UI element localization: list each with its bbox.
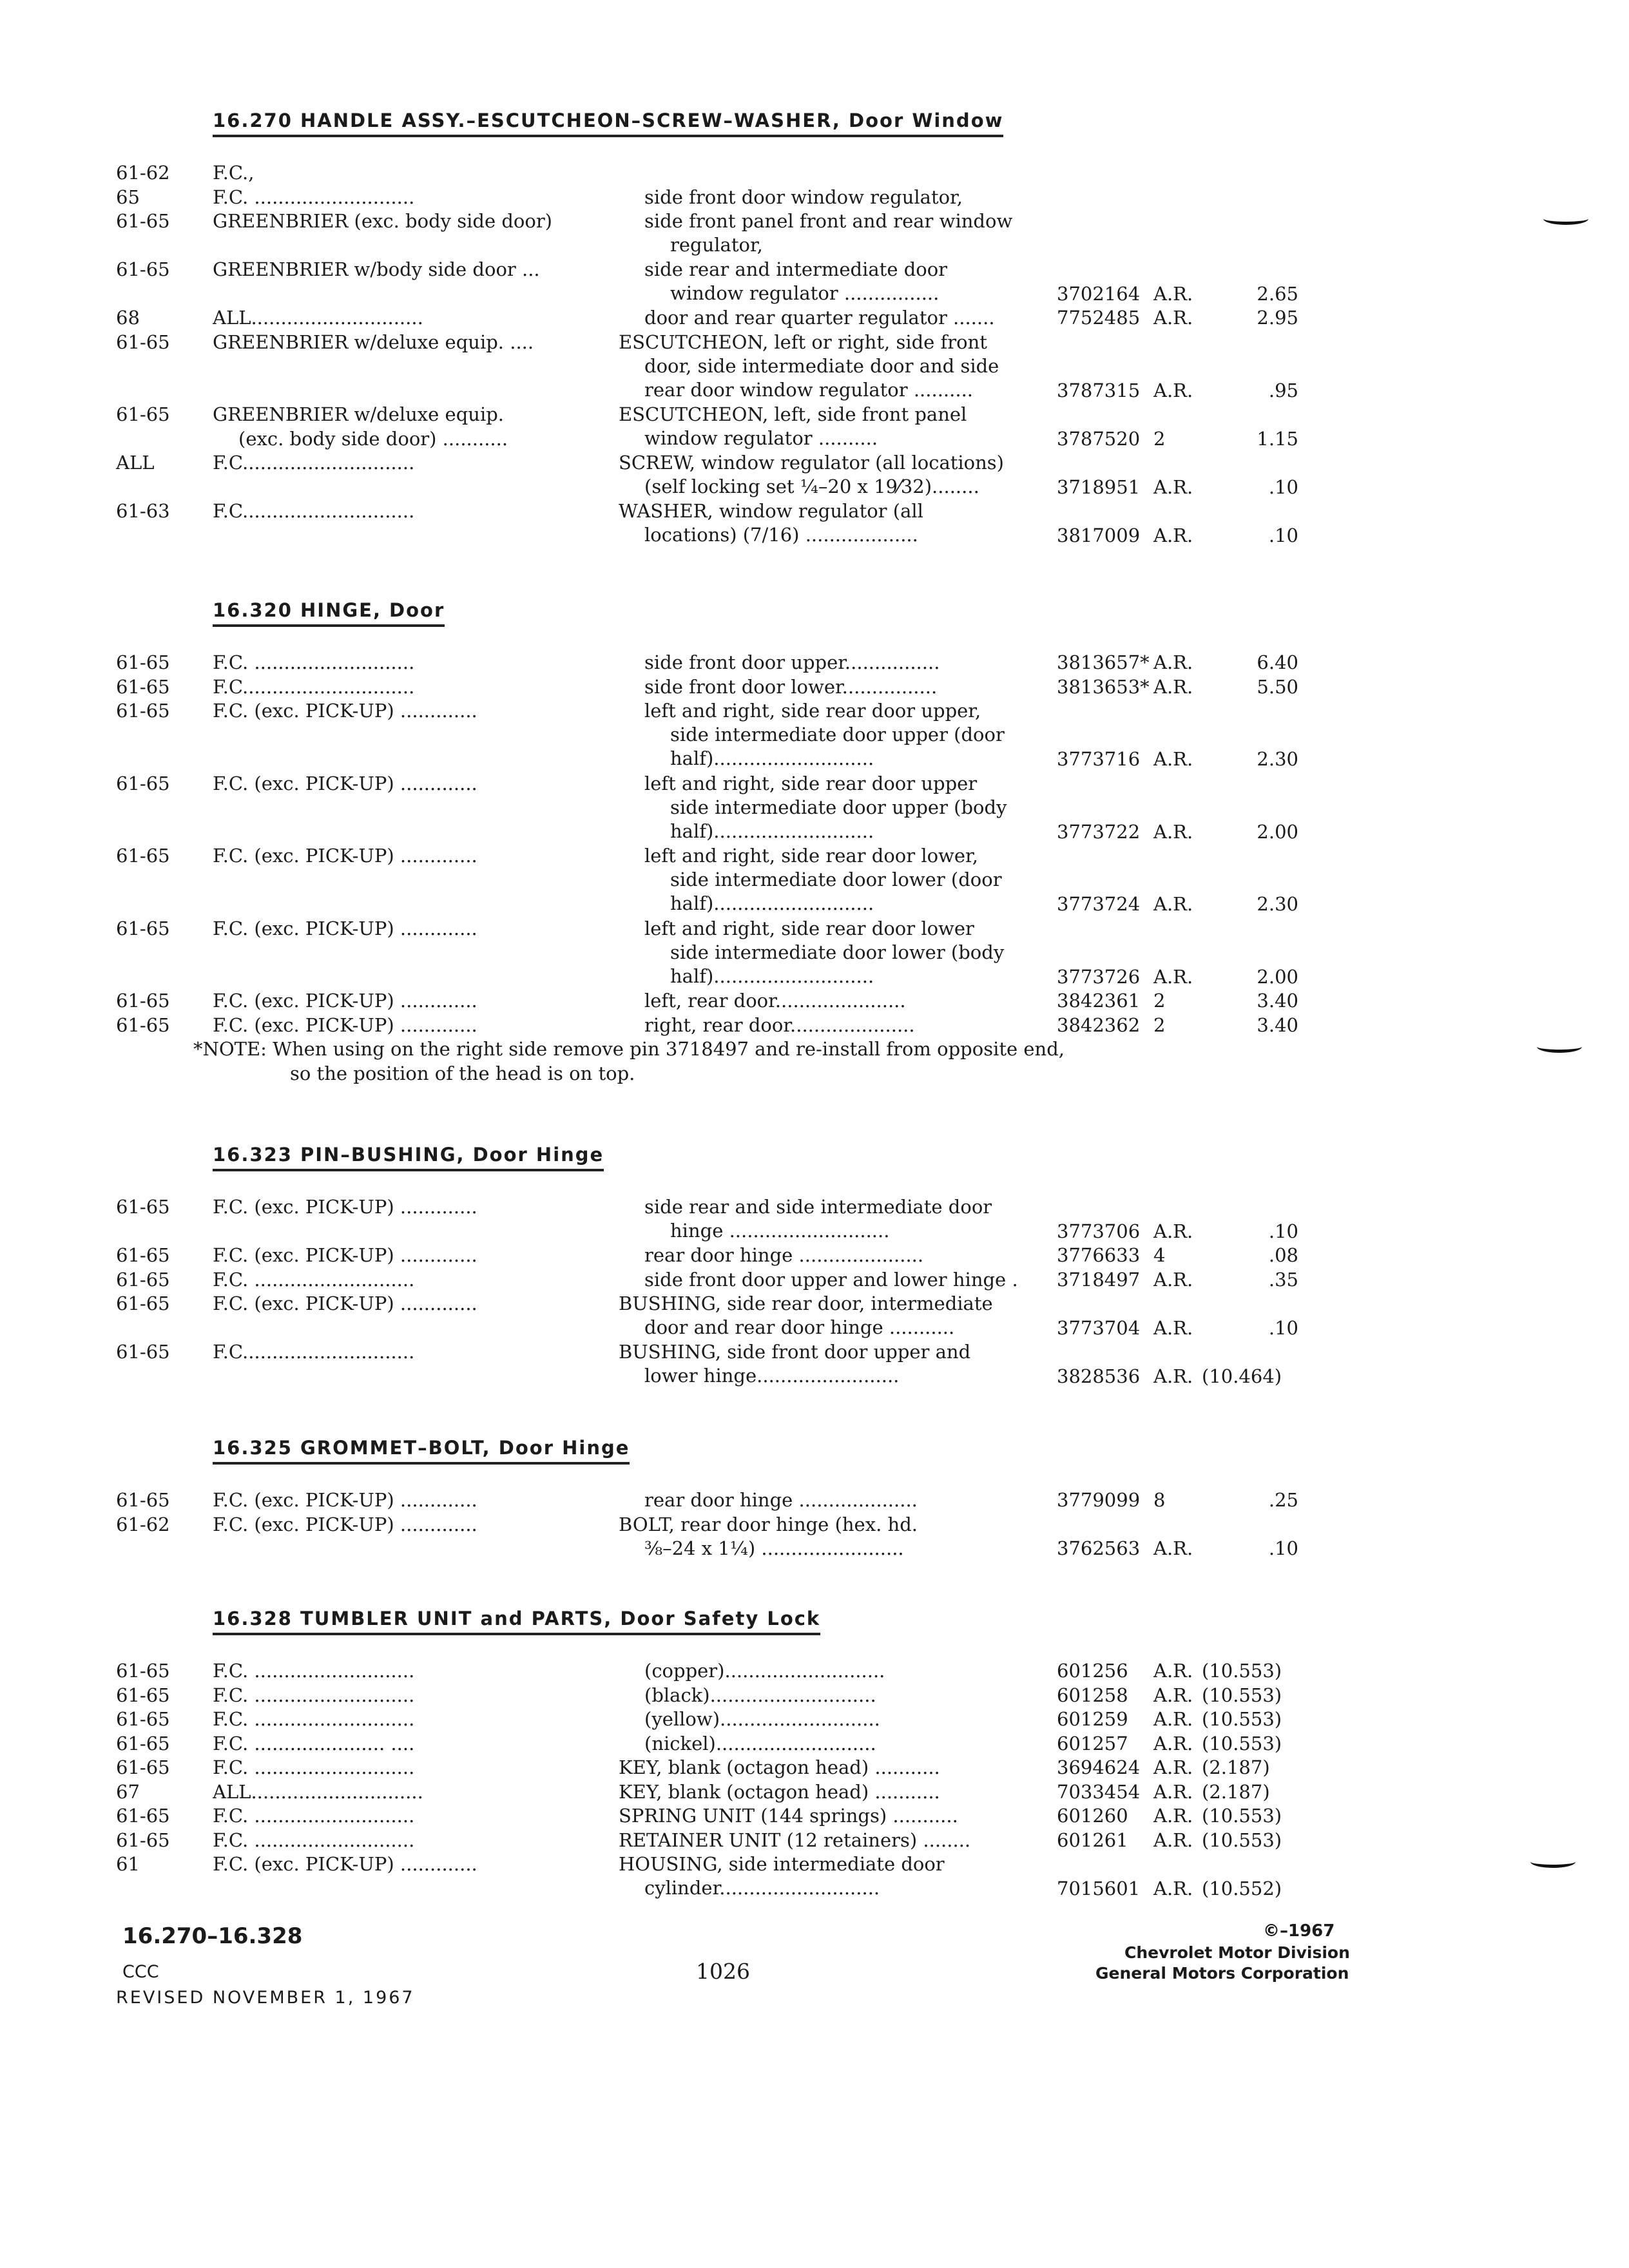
- price: 2.65: [1257, 282, 1298, 305]
- row-models: F.C. (exc. PICK-UP) .............: [213, 1244, 477, 1266]
- quantity: A.R.: [1153, 1756, 1193, 1778]
- description-line: WASHER, window regulator (all: [619, 500, 923, 522]
- description-line: SCREW, window regulator (all locations): [619, 452, 1004, 474]
- price: 3.40: [1257, 1014, 1298, 1036]
- description-line: half)...........................: [670, 747, 874, 769]
- row-models-cont: (exc. body side door) ...........: [238, 427, 508, 450]
- row-years: ALL: [116, 452, 155, 474]
- price: .10: [1268, 1537, 1298, 1559]
- description-line: left and right, side rear door lower,: [644, 845, 978, 867]
- row-models: GREENBRIER w/deluxe equip.: [213, 403, 505, 425]
- row-models: F.C. (exc. PICK-UP) .............: [213, 1513, 477, 1535]
- description-line: left and right, side rear door lower: [644, 917, 974, 939]
- description-line: door, side intermediate door and side: [644, 354, 999, 377]
- quantity: A.R.: [1153, 1829, 1193, 1851]
- quantity: 2: [1153, 1014, 1166, 1036]
- price: 2.30: [1257, 748, 1298, 770]
- row-years: 61-65: [116, 1268, 170, 1291]
- cross-reference: (10.553): [1202, 1660, 1282, 1682]
- description-line: ESCUTCHEON, left, side front panel: [619, 403, 967, 425]
- row-years: 61-65: [116, 1756, 170, 1778]
- row-years: 61-65: [116, 1244, 170, 1266]
- description-line: side front door lower................: [644, 675, 938, 698]
- price: 2.30: [1257, 893, 1298, 915]
- part-number: 7752485: [1057, 307, 1141, 329]
- page-number: 1026: [696, 1959, 750, 1984]
- description-line: locations) (7/16) ...................: [644, 524, 918, 546]
- description-line: window regulator ..........: [644, 427, 878, 449]
- description-line: ⅜–24 x 1¼) ........................: [644, 1537, 904, 1559]
- margin-hole-mark: [1530, 1856, 1576, 1868]
- row-years: 61-65: [116, 1489, 170, 1511]
- description-line: side rear and intermediate door: [644, 258, 948, 280]
- row-models: F.C. (exc. PICK-UP) .............: [213, 1196, 477, 1218]
- part-number: 3773706: [1057, 1220, 1141, 1242]
- cross-reference: (2.187): [1202, 1780, 1270, 1803]
- row-years: 61-65: [116, 1805, 170, 1827]
- quantity: A.R.: [1153, 820, 1193, 843]
- description-line: BOLT, rear door hinge (hex. hd.: [619, 1513, 918, 1535]
- row-models: F.C. (exc. PICK-UP) .............: [213, 1293, 477, 1314]
- description-line: BUSHING, side front door upper and: [619, 1341, 971, 1363]
- price: .25: [1268, 1489, 1298, 1511]
- cross-reference: (2.187): [1202, 1756, 1270, 1778]
- part-number: 7033454: [1057, 1780, 1141, 1803]
- row-models: F.C. (exc. PICK-UP) .............: [213, 772, 477, 794]
- row-years: 61-65: [116, 1684, 170, 1706]
- description-line: side front door upper and lower hinge .: [644, 1268, 1018, 1291]
- description-line: (nickel)...........................: [644, 1732, 876, 1754]
- part-number: 3773724: [1057, 893, 1141, 915]
- price: .10: [1268, 524, 1298, 546]
- description-line: RETAINER UNIT (12 retainers) ........: [619, 1829, 971, 1851]
- description-line: (self locking set ¼–20 x 19⁄32)........: [644, 476, 979, 497]
- quantity: A.R.: [1153, 1537, 1193, 1559]
- row-models: GREENBRIER w/deluxe equip. ....: [213, 331, 534, 353]
- part-number: 3773726: [1057, 965, 1141, 988]
- description-line: left, rear door......................: [644, 990, 906, 1012]
- part-number: 601258: [1057, 1684, 1128, 1706]
- part-number: 3828536: [1057, 1365, 1141, 1387]
- part-number: 3842361: [1057, 990, 1141, 1012]
- part-number: 3694624: [1057, 1756, 1141, 1778]
- row-years: 61-65: [116, 990, 170, 1012]
- cross-reference: (10.552): [1202, 1877, 1282, 1899]
- row-description: [644, 186, 1186, 209]
- row-years: 61-65: [116, 210, 170, 232]
- row-years: 61: [116, 1853, 140, 1875]
- description-line: side intermediate door lower (door: [670, 869, 1002, 890]
- part-number: 3702164: [1057, 282, 1141, 305]
- row-years: 61-65: [116, 1293, 170, 1314]
- row-years: 61-65: [116, 1014, 170, 1036]
- quantity: A.R.: [1153, 651, 1193, 673]
- row-years: 61-65: [116, 700, 170, 722]
- footer-code: CCC: [122, 1962, 159, 1982]
- row-years: 67: [116, 1780, 140, 1803]
- row-years: 61-65: [116, 331, 170, 353]
- section-heading: 16.325 GROMMET–BOLT, Door Hinge: [213, 1437, 630, 1465]
- price: .10: [1268, 1316, 1298, 1339]
- price: .35: [1268, 1268, 1298, 1291]
- cross-reference: (10.553): [1202, 1684, 1282, 1706]
- description-line: HOUSING, side intermediate door: [619, 1853, 945, 1875]
- section-heading: 16.270 HANDLE ASSY.–ESCUTCHEON–SCREW–WASHER, Door Window: [213, 110, 1003, 137]
- price: 6.40: [1257, 651, 1298, 673]
- row-models: F.C. (exc. PICK-UP) .............: [213, 1489, 477, 1511]
- row-years: 68: [116, 307, 140, 329]
- section-heading: 16.320 HINGE, Door: [213, 599, 445, 627]
- margin-hole-mark: [1537, 1041, 1582, 1053]
- quantity: 8: [1153, 1489, 1166, 1511]
- price: 2.95: [1257, 307, 1298, 329]
- description-line: regulator,: [670, 234, 763, 256]
- row-models: F.C. ...................... ....: [213, 1732, 415, 1754]
- row-models: F.C.............................: [213, 1341, 415, 1363]
- quantity: A.R.: [1153, 1684, 1193, 1706]
- part-number: 7015601: [1057, 1877, 1141, 1899]
- margin-hole-mark: [1543, 213, 1588, 225]
- description-line: door and rear door hinge ...........: [644, 1316, 955, 1338]
- row-models: F.C. ...........................: [213, 1829, 415, 1851]
- price: .95: [1268, 379, 1298, 401]
- row-years: 61-65: [116, 917, 170, 939]
- part-number: 3776633: [1057, 1244, 1141, 1266]
- footer-revised: REVISED NOVEMBER 1, 1967: [116, 1988, 415, 2008]
- description-line: side front door upper................: [644, 651, 940, 673]
- row-models: F.C. ...........................: [213, 1660, 415, 1682]
- row-years: 61-65: [116, 651, 170, 673]
- footer-range: 16.270–16.328: [122, 1923, 303, 1949]
- price: 3.40: [1257, 990, 1298, 1012]
- quantity: A.R.: [1153, 1316, 1193, 1339]
- row-years: 61-65: [116, 675, 170, 698]
- footer-division: Chevrolet Motor Division: [1124, 1943, 1350, 1962]
- description-line: half)...........................: [670, 820, 874, 842]
- row-models: GREENBRIER w/body side door ...: [213, 258, 540, 280]
- row-years: 61-62: [116, 1513, 170, 1535]
- description-line: left and right, side rear door upper,: [644, 700, 981, 722]
- part-number: 601256: [1057, 1660, 1128, 1682]
- quantity: A.R.: [1153, 1220, 1193, 1242]
- row-description: [644, 209, 1186, 257]
- row-years: 61-65: [116, 1196, 170, 1218]
- row-models: F.C. (exc. PICK-UP) .............: [213, 917, 477, 939]
- description-line: SPRING UNIT (144 springs) ...........: [619, 1805, 958, 1827]
- part-number: 3762563: [1057, 1537, 1141, 1559]
- row-years: 61-65: [116, 1829, 170, 1851]
- description-line: side intermediate door lower (body: [670, 941, 1005, 963]
- row-years: 61-65: [116, 845, 170, 867]
- row-models: F.C. ...........................: [213, 1268, 415, 1291]
- description-line: left and right, side rear door upper: [644, 772, 978, 794]
- quantity: A.R.: [1153, 893, 1193, 915]
- row-models: ALL.............................: [213, 307, 423, 329]
- price: .10: [1268, 476, 1298, 498]
- row-years: 61-65: [116, 1708, 170, 1730]
- price: 5.50: [1257, 675, 1298, 698]
- price: .08: [1268, 1244, 1298, 1266]
- row-models: F.C. ...........................: [213, 1708, 415, 1730]
- part-number: 3842362: [1057, 1014, 1141, 1036]
- description-line: side rear and side intermediate door: [644, 1196, 992, 1218]
- part-number: 3718951: [1057, 476, 1141, 498]
- price: .10: [1268, 1220, 1298, 1242]
- row-years: 61-65: [116, 1341, 170, 1363]
- part-number: 3779099: [1057, 1489, 1141, 1511]
- part-number: 3813653*: [1057, 675, 1150, 698]
- part-number: 3773716: [1057, 748, 1141, 770]
- row-models: F.C. (exc. PICK-UP) .............: [213, 1014, 477, 1036]
- quantity: A.R.: [1153, 748, 1193, 770]
- part-number: 3773722: [1057, 820, 1141, 843]
- quantity: A.R.: [1153, 1660, 1193, 1682]
- row-models: F.C. ...........................: [213, 1684, 415, 1706]
- description-line: rear door hinge .....................: [644, 1244, 924, 1266]
- row-models: F.C.,: [213, 162, 255, 184]
- quantity: A.R.: [1153, 307, 1193, 329]
- description-line: right, rear door.....................: [644, 1014, 915, 1036]
- section-note: *NOTE: When using on the right side remove pin 3718497 and re-install from opposite end,: [193, 1038, 1065, 1060]
- part-number: 601257: [1057, 1732, 1128, 1754]
- cross-reference: (10.553): [1202, 1829, 1282, 1851]
- part-number: 601259: [1057, 1708, 1128, 1730]
- quantity: A.R.: [1153, 1805, 1193, 1827]
- description-line: cylinder...........................: [644, 1877, 880, 1899]
- row-models: F.C. (exc. PICK-UP) .............: [213, 845, 477, 867]
- price: 2.00: [1257, 965, 1298, 988]
- quantity: A.R.: [1153, 1708, 1193, 1730]
- quantity: A.R.: [1153, 379, 1193, 401]
- row-years: 65: [116, 186, 140, 208]
- quantity: A.R.: [1153, 476, 1193, 498]
- row-models: F.C. (exc. PICK-UP) .............: [213, 990, 477, 1012]
- description-line: KEY, blank (octagon head) ...........: [619, 1756, 940, 1778]
- description-line: (copper)...........................: [644, 1660, 885, 1682]
- cross-reference: (10.553): [1202, 1708, 1282, 1730]
- description-line: ESCUTCHEON, left or right, side front: [619, 331, 987, 353]
- description-line: side intermediate door upper (door: [670, 724, 1005, 745]
- quantity: A.R.: [1153, 1268, 1193, 1291]
- price: 2.00: [1257, 820, 1298, 843]
- part-number: 3787520: [1057, 427, 1141, 450]
- quantity: 2: [1153, 990, 1166, 1012]
- part-number: 601260: [1057, 1805, 1128, 1827]
- section-note: so the position of the head is on top.: [290, 1062, 635, 1084]
- row-models: F.C. ...........................: [213, 186, 415, 208]
- row-models: F.C.............................: [213, 452, 415, 474]
- description-line: hinge ...........................: [670, 1220, 890, 1242]
- part-number: 3817009: [1057, 524, 1141, 546]
- cross-reference: (10.464): [1202, 1365, 1282, 1387]
- description-line: lower hinge........................: [644, 1365, 900, 1387]
- quantity: 4: [1153, 1244, 1166, 1266]
- part-number: 3718497: [1057, 1268, 1141, 1291]
- row-models: F.C. ...........................: [213, 1805, 415, 1827]
- description-line: (black)............................: [644, 1684, 876, 1706]
- row-models: F.C. (exc. PICK-UP) .............: [213, 1853, 477, 1875]
- price: 1.15: [1257, 427, 1298, 450]
- quantity: A.R.: [1153, 1877, 1193, 1899]
- description-line: KEY, blank (octagon head) ...........: [619, 1780, 940, 1803]
- row-years: 61-63: [116, 500, 170, 522]
- quantity: A.R.: [1153, 1780, 1193, 1803]
- description-line: (yellow)...........................: [644, 1708, 880, 1730]
- quantity: A.R.: [1153, 282, 1193, 305]
- row-models: F.C. ...........................: [213, 651, 415, 673]
- description-line: BUSHING, side rear door, intermediate: [619, 1293, 993, 1314]
- description-line: rear door window regulator ..........: [644, 378, 974, 401]
- row-years: 61-62: [116, 162, 170, 184]
- section-heading: 16.328 TUMBLER UNIT and PARTS, Door Safety Lock: [213, 1608, 820, 1635]
- row-years: 61-65: [116, 772, 170, 794]
- description-line: half)...........................: [670, 965, 874, 987]
- part-number: 3787315: [1057, 379, 1141, 401]
- part-number: 3813657*: [1057, 651, 1150, 673]
- row-models: F.C. (exc. PICK-UP) .............: [213, 700, 477, 722]
- part-number: 601261: [1057, 1829, 1128, 1851]
- quantity: A.R.: [1153, 1732, 1193, 1754]
- row-models: F.C.............................: [213, 675, 415, 698]
- description-line: side intermediate door upper (body: [670, 796, 1007, 818]
- row-models: F.C. ...........................: [213, 1756, 415, 1778]
- description-line: side front panel front and rear window: [644, 210, 1013, 232]
- quantity: A.R.: [1153, 675, 1193, 698]
- cross-reference: (10.553): [1202, 1732, 1282, 1754]
- row-models: F.C.............................: [213, 500, 415, 522]
- row-years: 61-65: [116, 403, 170, 425]
- section-heading: 16.323 PIN–BUSHING, Door Hinge: [213, 1144, 604, 1171]
- row-years: 61-65: [116, 258, 170, 280]
- footer-copyright: ©–1967: [1263, 1921, 1335, 1941]
- row-years: 61-65: [116, 1732, 170, 1754]
- footer-corporation: General Motors Corporation: [1095, 1964, 1349, 1983]
- row-models: GREENBRIER (exc. body side door): [213, 210, 552, 232]
- cross-reference: (10.553): [1202, 1805, 1282, 1827]
- quantity: A.R.: [1153, 524, 1193, 546]
- part-number: 3773704: [1057, 1316, 1141, 1339]
- quantity: 2: [1153, 427, 1166, 450]
- row-years: 61-65: [116, 1660, 170, 1682]
- row-models: ALL.............................: [213, 1780, 423, 1803]
- quantity: A.R.: [1153, 965, 1193, 988]
- description-line: side front door window regulator,: [644, 186, 963, 208]
- description-line: half)...........................: [670, 892, 874, 914]
- quantity: A.R.: [1153, 1365, 1193, 1387]
- description-line: door and rear quarter regulator .......: [644, 307, 995, 329]
- description-line: rear door hinge ....................: [644, 1489, 918, 1511]
- description-line: window regulator ................: [670, 282, 940, 304]
